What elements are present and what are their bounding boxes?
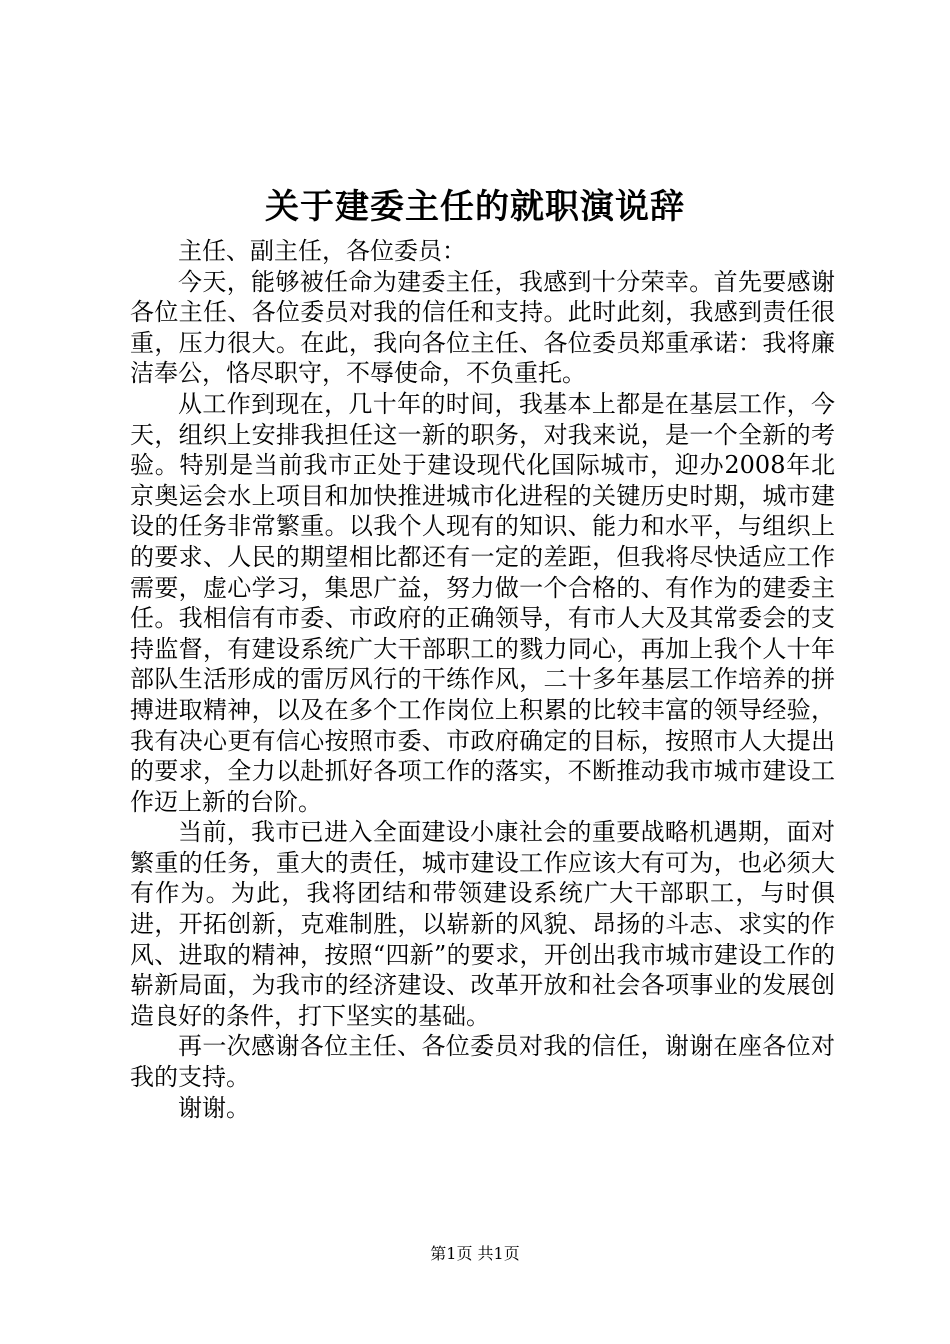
document-body xyxy=(130,236,835,1123)
body-paragraph: 再一次感谢各位主任、各位委员对我的信任，谢谢在座各位对我的支持。 xyxy=(130,1032,835,1092)
page-number-footer: 第1页 共1页 xyxy=(430,1244,520,1263)
body-paragraph: 今天，能够被任命为建委主任，我感到十分荣幸。首先要感谢各位主任、各位委员对我的信任和支持。此时此刻，我感到责任很重，压力很大。在此，我向各位主任、各位委员郑重承诺：我将廉洁奉公，恪尽职守，不辱使命，不负重托。 xyxy=(130,267,835,388)
closing-paragraph: 谢谢。 xyxy=(178,1093,250,1122)
body-paragraph: 从工作到现在，几十年的时间，我基本上都是在基层工作，今天，组织上安排我担任这一新的职务，对我来说，是一个全新的考验。特别是当前我市正处于建设现代化国际城市，迎办2008年北京奥运会水上项目和加快推进城市化进程的关键历史时期，城市建设的任务非常繁重。以我个人现有的知识、能力和水平，与组织上的要求、人民的期望相比都还有一定的差距，但我将尽快适应工作需要，虚心学习，集思广益，努力做一个合格的、有作为的建委主任。我相信有市委、市政府的正确领导，有市人大及其常委会的支持监督，有建设系统广大干部职工的戮力同心，再加上我个人十年部队生活形成的雷厉风行的干练作风，二十多年基层工作培养的拼搏进取精神，以及在多个工作岗位上积累的比较丰富的领导经验，我有决心更有信心按照市委、市政府确定的目标，按照市人大提出的要求，全力以赴抓好各项工作的落实，不断推动我市城市建设工作迈上新的台阶。 xyxy=(130,389,835,816)
body-paragraph: 当前，我市已进入全面建设小康社会的重要战略机遇期，面对繁重的任务，重大的责任，城市建设工作应该大有可为，也必须大有作为。为此，我将团结和带领建设系统广大干部职工，与时俱进，开拓创新，克难制胜，以崭新的风貌、昂扬的斗志、求实的作风、进取的精神，按照“四新”的要求，开创出我市城市建设工作的崭新局面，为我市的经济建设、改革开放和社会各项事业的发展创造良好的条件，打下坚实的基础。 xyxy=(130,818,835,1030)
salutation-paragraph: 主任、副主任，各位委员： xyxy=(178,237,466,265)
document-title: 关于建委主任的就职演说辞 xyxy=(265,187,685,227)
